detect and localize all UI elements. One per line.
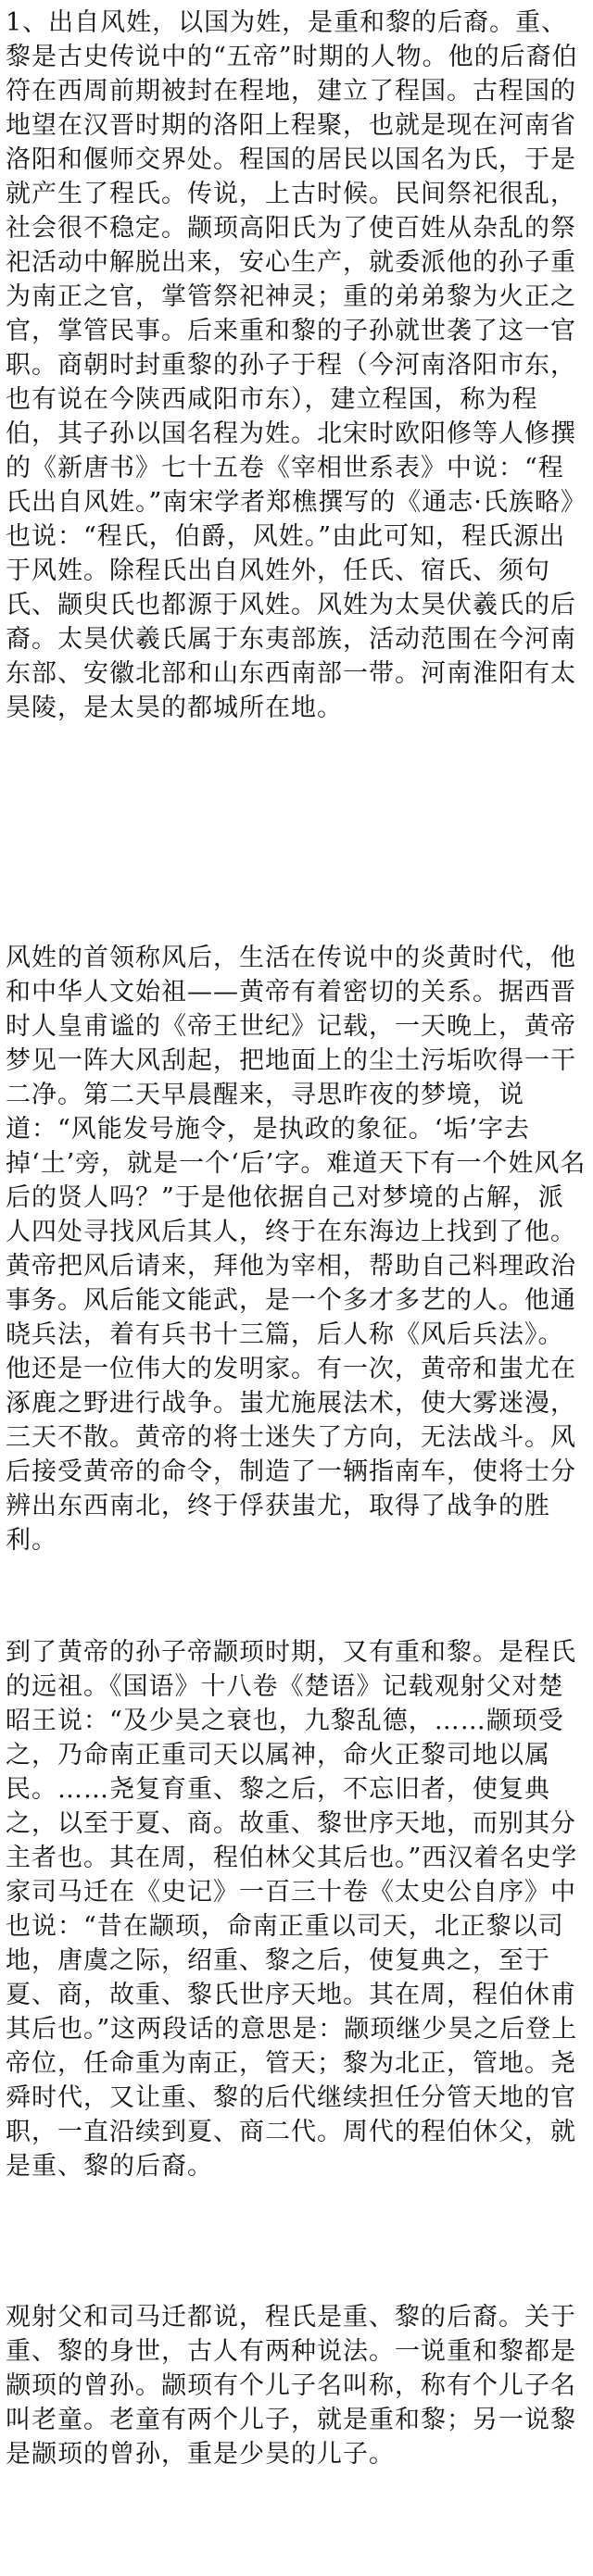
paragraph-zhong-li-lineage: 观射父和司马迁都说，程氏是重、黎的后裔。关于重、黎的身世，古人有两种说法。一说重和黎都是颛顼的曾孙。颛顼有个儿子名叫称，称有个儿子名叫老童。老童有两个儿子，就是重和黎；另一说黎是颛顼的曾孙，重是少昊的儿子。 (6, 2303, 576, 2469)
paragraph-zhong-li-ancestors: 到了黄帝的孙子帝颛顼时期，又有重和黎。是程氏的远祖。《国语》十八卷《楚语》记载观射父对楚昭王说：“及少昊之衰也，九黎乱德，……颛顼受之，乃命南正重司天以属神，命火正黎司地以属民。……尧复育重、黎之后，不忘旧者，使复典之，以至于夏、商。故重、黎世序天地，而别其分主者也。其在周，程伯林父其后也。”西汉着名史学家司马迁在《史记》一百三十卷《太史公自序》中也说：“昔在颛顼，命南正重以司天，北正黎以司地，唐虞之际，绍重、黎之后，使复典之，至于夏、商，故重、黎氏世序天地。其在周，程伯休甫其后也。”这两段话的意思是：颛顼继少昊之后登上帝位，任命重为南正，管天；黎为北正，管地。尧舜时代，又让重、黎的后代继续担任分管天地的官职，一直沿续到夏、商二代。周代的程伯休父，就是重、黎的后裔。 (6, 1638, 578, 2181)
paragraph-origin-feng-surname: 1、出自风姓，以国为姓，是重和黎的后裔。重、黎是古史传说中的“五帝”时期的人物。他的后裔伯符在西周前期被封在程地，建立了程国。古程国的地望在汉晋时期的洛阳上程聚，也就是现在河南省洛阳和偃师交界处。程国的居民以国名为氏，于是就产生了程氏。传说，上古时候。民间祭祀很乱，社会很不稳定。颛顼高阳氏为了使百姓从杂乱的祭祀活动中解脱出来，安心生产，就委派他的孙子重为南正之官，掌管祭祀神灵；重的弟弟黎为火正之官，掌管民事。后来重和黎的子孙就世袭了这一官职。商朝时封重黎的孙子于程（今河南洛阳市东，也有说在今陕西咸阳市东），建立程国，称为程伯，其子孙以国名程为姓。北宋时欧阳修等人修撰的《新唐书》七十五卷《宰相世系表》中说：“程氏出自风姓。”南宋学者郑樵撰写的《通志·氏族略》也说：“程氏，伯爵，风姓。”由此可知，程氏源出于风姓。除程氏出自风姓外，任氏、宿氏、须句氏、颛臾氏也都源于风姓。风姓为太昊伏羲氏的后裔。太昊伏羲氏属于东夷部族，活动范围在今河南东部、安徽北部和山东西南部一带。河南淮阳有太昊陵，是太昊的都城所在地。 (6, 8, 587, 722)
paragraph-feng-hou-legend: 风姓的首领称风后，生活在传说中的炎黄时代，他和中华人文始祖——黄帝有着密切的关系。据西晋时人皇甫谧的《帝王世纪》记载，一天晚上，黄帝梦见一阵大风刮起，把地面上的尘土污垢吹得一干二净。第二天早晨醒来，寻思昨夜的梦境，说道：“风能发号施令，是执政的象征。‘垢’字去掉‘土’旁，就是一个‘后’字。难道天下有一个姓风名后的贤人吗？”于是他依据自己对梦境的占解，派人四处寻找风后其人，终于在东海边上找到了他。黄帝把风后请来，拜他为宰相，帮助自己料理政治事务。风后能文能武，是一个多才多艺的人。他通晓兵法，着有兵书十三篇，后人称《风后兵法》。他还是一位伟大的发明家。有一次，黄帝和蚩尤在涿鹿之野进行战争。蚩尤施展法术，使大雾迷漫，三天不散。黄帝的将士迷失了方向，无法战斗。风后接受黄帝的命令，制造了一辆指南车，使将士分辨出东西南北，终于俘获蚩尤，取得了战争的胜利。 (6, 944, 587, 1555)
